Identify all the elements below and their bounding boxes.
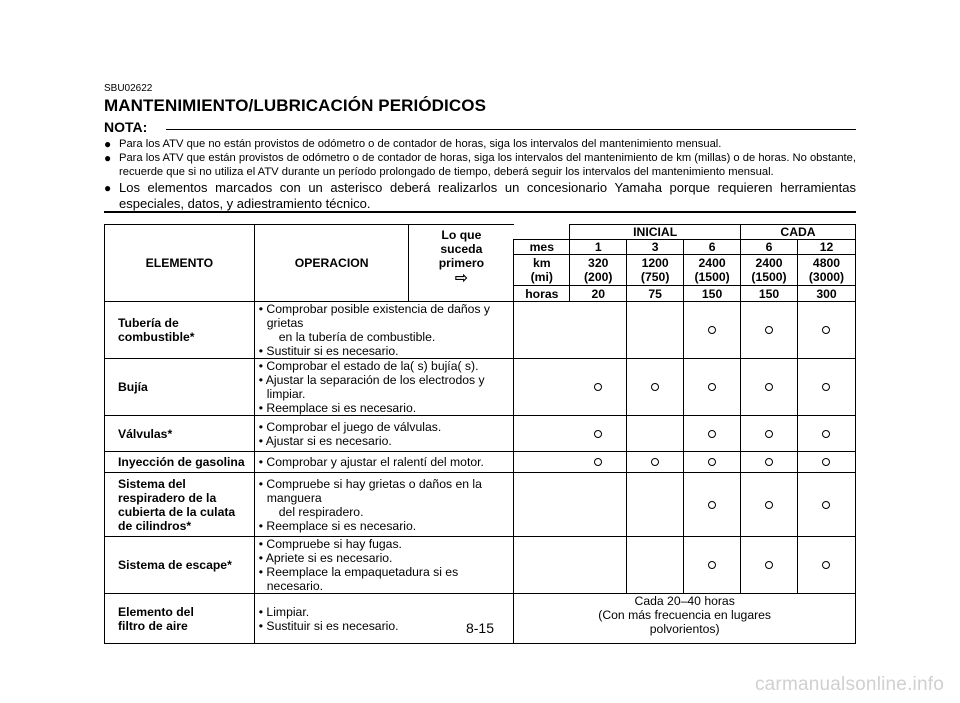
note-bottom-rule [104, 211, 856, 213]
label-gap-cell [514, 537, 570, 594]
interval-mark-cell [570, 473, 627, 537]
mes-value: 3 [627, 240, 684, 255]
interval-mark-cell [627, 537, 684, 594]
table-row [105, 359, 856, 416]
operation-line: • Sustituir si es necesario. [258, 618, 399, 633]
operation-line: • Limpiar. [258, 604, 310, 619]
interval-mark-cell [570, 302, 627, 359]
km-value: 2400 (1500) [684, 255, 741, 286]
element-cell: Tubería de combustible* [105, 302, 255, 359]
interval-mark-cell [797, 302, 855, 359]
row-label-km: km (mi) [514, 255, 570, 286]
interval-mark-cell [570, 416, 627, 452]
header-inicial: INICIAL [570, 225, 741, 240]
maintenance-table [104, 224, 856, 644]
element-cell: Sistema de escape* [105, 537, 255, 594]
element-cell: Elemento del filtro de aire [105, 594, 255, 644]
label-gap-cell [514, 473, 570, 537]
table-row [105, 594, 856, 644]
bullet-icon: ● [104, 181, 112, 195]
circle-mark-icon [765, 326, 773, 334]
operation-line: • Apriete si es necesario. [258, 551, 393, 565]
interval-mark-cell [627, 359, 684, 416]
interval-mark-cell [627, 473, 684, 537]
document-code: SBU02622 [104, 83, 153, 94]
label-gap-cell [514, 452, 570, 473]
operation-cell [254, 416, 514, 452]
mes-value: 1 [570, 240, 627, 255]
arrow-right-icon: ⇨ [454, 270, 469, 287]
circle-mark-icon [708, 326, 716, 334]
interval-mark-cell [570, 537, 627, 594]
operation-cell [254, 537, 514, 594]
circle-mark-icon [822, 383, 830, 391]
circle-mark-icon [765, 458, 773, 466]
km-value: 4800 (3000) [797, 255, 855, 286]
interval-mark-cell [741, 473, 798, 537]
operation-line: • Comprobar el juego de válvulas. [258, 419, 442, 434]
interval-mark-cell [570, 452, 627, 473]
horas-value: 150 [741, 286, 798, 302]
interval-mark-cell [684, 302, 741, 359]
circle-mark-icon [765, 501, 773, 509]
page-number: 8-15 [465, 620, 495, 636]
circle-mark-icon [708, 430, 716, 438]
element-cell: Sistema del respiradero de la cubierta de la culata de cilindros* [105, 473, 255, 537]
circle-mark-icon [822, 501, 830, 509]
element-cell: Válvulas* [105, 416, 255, 452]
operation-line: • Reemplace si es necesario. [258, 401, 417, 415]
operation-line: • Compruebe si hay grietas o daños en la manguera [258, 476, 482, 505]
interval-mark-cell [797, 537, 855, 594]
note-item [104, 151, 856, 179]
header-elemento: ELEMENTO [105, 225, 255, 302]
circle-mark-icon [822, 430, 830, 438]
row-label-mes: mes [514, 240, 570, 255]
operation-line: • Sustituir si es necesario. [258, 344, 399, 358]
interval-mark-cell [797, 416, 855, 452]
header-lo-que-text: Lo que suceda primero [438, 228, 485, 270]
interval-mark-cell [684, 473, 741, 537]
circle-mark-icon [708, 561, 716, 569]
circle-mark-icon [708, 501, 716, 509]
km-value: 2400 (1500) [741, 255, 798, 286]
note-rule [166, 129, 856, 130]
label-gap-cell [514, 416, 570, 452]
circle-mark-icon [708, 383, 716, 391]
operation-line: • Compruebe si hay fugas. [258, 537, 402, 551]
interval-mark-cell [570, 359, 627, 416]
table-row [105, 452, 856, 473]
circle-mark-icon [765, 561, 773, 569]
operation-line: • Comprobar posible existencia de daños y grietas [258, 302, 490, 330]
circle-mark-icon [822, 561, 830, 569]
operation-cell [254, 452, 514, 473]
operation-cell [254, 302, 514, 359]
km-value: 1200 (750) [627, 255, 684, 286]
row-label-horas: horas [514, 286, 570, 302]
interval-mark-cell [741, 359, 798, 416]
horas-value: 75 [627, 286, 684, 302]
interval-mark-cell [797, 452, 855, 473]
operation-line: • Ajustar si es necesario. [258, 433, 392, 448]
interval-mark-cell [741, 537, 798, 594]
circle-mark-icon [594, 383, 602, 391]
horas-value: 150 [684, 286, 741, 302]
circle-mark-icon [594, 458, 602, 466]
interval-mark-cell [797, 473, 855, 537]
element-cell: Inyección de gasolina [105, 452, 255, 473]
header-blank [514, 225, 570, 240]
header-lo-que-suceda [409, 225, 514, 302]
horas-value: 300 [797, 286, 855, 302]
interval-mark-cell [684, 537, 741, 594]
interval-mark-cell [627, 302, 684, 359]
mes-value: 6 [741, 240, 798, 255]
interval-mark-cell [797, 359, 855, 416]
circle-mark-icon [765, 383, 773, 391]
interval-mark-cell [741, 452, 798, 473]
page-title: MANTENIMIENTO/LUBRICACIÓN PERIÓDICOS [104, 96, 487, 115]
table-row [105, 473, 856, 537]
label-gap-cell [514, 302, 570, 359]
note-label: NOTA: [104, 119, 148, 135]
km-value: 320 (200) [570, 255, 627, 286]
note-item [104, 180, 856, 212]
operation-cell [254, 594, 514, 644]
note-text: Para los ATV que están provistos de odómetro o de contador de horas, siga los intervalos del mantenimiento de km (millas) o de horas. No obstante, recuerde que si no utiliza el ATV durante un período prolongado de tiempo, deberá seguir los intervalos del mantenimiento mensual. [119, 152, 856, 178]
operation-line: • Ajustar la separación de los electrodos y limpiar. [258, 373, 485, 401]
interval-mark-cell [684, 359, 741, 416]
table-row [105, 302, 856, 359]
note-item [104, 137, 856, 151]
operation-cell [254, 359, 514, 416]
operation-line: • Reemplace si es necesario. [258, 518, 417, 533]
circle-mark-icon [708, 458, 716, 466]
operation-line: • Reemplace la empaquetadura si es necesario. [258, 565, 459, 593]
interval-mark-cell [741, 416, 798, 452]
operation-line: en la tubería de combustible. [278, 330, 436, 344]
bullet-icon: ● [104, 151, 112, 165]
interval-mark-cell [684, 416, 741, 452]
header-operacion: OPERACION [254, 225, 409, 302]
watermark: carmanualsonline.info [754, 674, 944, 695]
table-row [105, 537, 856, 594]
horas-value: 20 [570, 286, 627, 302]
mes-value: 6 [684, 240, 741, 255]
table-row [105, 416, 856, 452]
mes-value: 12 [797, 240, 855, 255]
circle-mark-icon [594, 430, 602, 438]
bullet-icon: ● [104, 137, 112, 151]
interval-mark-cell [684, 452, 741, 473]
operation-cell [254, 473, 514, 537]
interval-mark-cell [627, 452, 684, 473]
operation-line: del respiradero. [278, 504, 364, 519]
header-cada: CADA [741, 225, 856, 240]
interval-mark-cell [741, 302, 798, 359]
circle-mark-icon [765, 430, 773, 438]
circle-mark-icon [651, 458, 659, 466]
interval-note: Cada 20–40 horas (Con más frecuencia en lugares polvorientos) [514, 594, 856, 644]
note-text: Para los ATV que no están provistos de odómetro o de contador de horas, siga los intervalos del mantenimiento mensual. [119, 138, 722, 150]
label-gap-cell [514, 359, 570, 416]
operation-line: • Comprobar el estado de la( s) bujía( s). [258, 359, 479, 373]
element-cell: Bujía [105, 359, 255, 416]
circle-mark-icon [822, 326, 830, 334]
interval-mark-cell [627, 416, 684, 452]
circle-mark-icon [651, 383, 659, 391]
operation-line: • Comprobar y ajustar el ralentí del motor. [258, 455, 484, 469]
circle-mark-icon [822, 458, 830, 466]
note-text: Los elementos marcados con un asterisco deberá realizarlos un concesionario Yamaha porque requieren herramientas especiales, datos, y adiestramiento técnico. [119, 180, 856, 211]
